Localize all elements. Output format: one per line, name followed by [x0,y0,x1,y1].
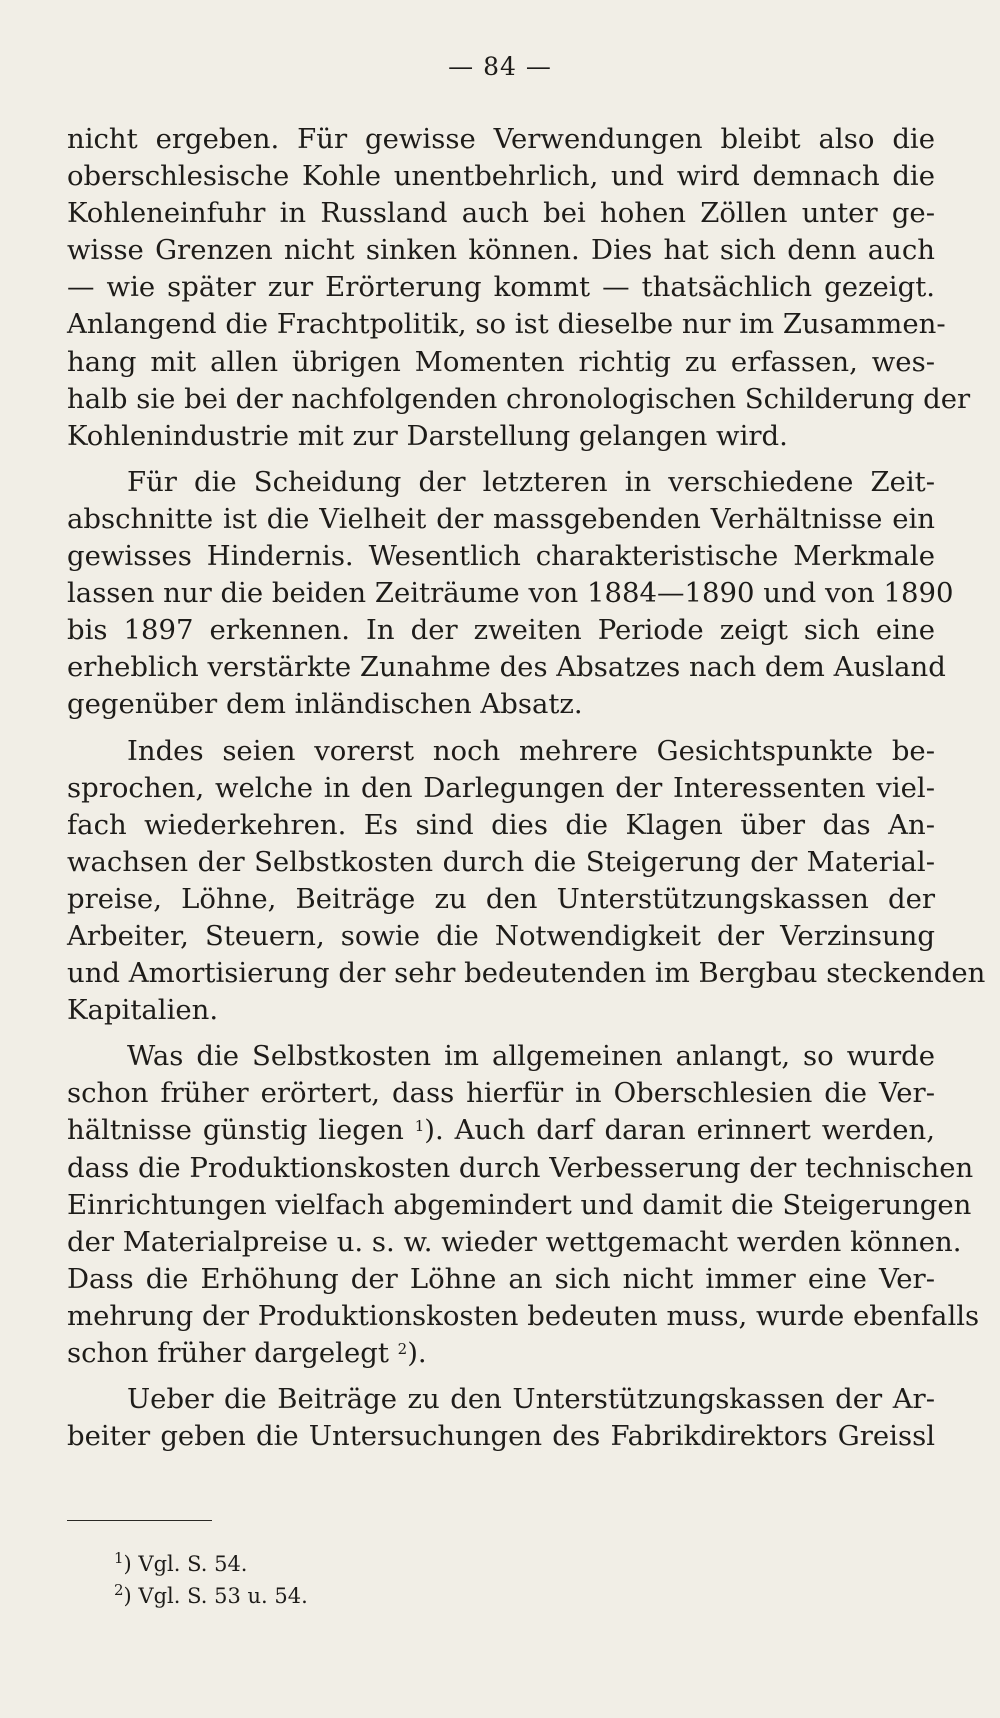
text-fragment: ). [407,1337,427,1369]
text-line: und Amortisierung der sehr bedeutenden im Bergbau steckenden [67,957,986,990]
text-line [67,1335,935,1372]
text-line: Arbeiter, Steuern, sowie die Notwendigkeit der Verzinsung [67,919,935,952]
footnote-reference: 2 [397,1340,408,1358]
text-line: sprochen, welche in den Darlegungen der Interessenten viel- [67,771,935,804]
footnote-mark: 2 [114,1581,124,1599]
text-fragment: hältnisse günstig liegen [67,1114,415,1147]
text-line: — wie später zur Erörterung kommt — thatsächlich gezeigt. [67,271,935,304]
text-line: bis 1897 erkennen. In der zweiten Periode zeigt sich eine [67,614,935,647]
text-line: wisse Grenzen nicht sinken können. Dies hat sich denn auch [67,234,935,267]
text-fragment: ). Auch darf daran erinnert werden, [424,1114,935,1147]
footnote-reference: 1 [414,1117,425,1136]
text-line: Kohleneinfuhr in Russland auch bei hohen Zöllen unter ge- [67,197,935,230]
text-line: erheblich verstärkte Zunahme des Absatzes nach dem Ausland [67,651,946,684]
footnote-text: ) Vgl. S. 53 u. 54. [123,1584,308,1608]
text-line: oberschlesische Kohle unentbehrlich, und wird demnach die [67,160,935,193]
text-line: Indes seien vorerst noch mehrere Gesichtspunkte be- [127,734,935,767]
text-line: fach wiederkehren. Es sind dies die Klagen über das An- [67,808,935,841]
text-line: Ueber die Beiträge zu den Unterstützungskassen der Ar- [127,1383,935,1416]
footnote-divider [67,1520,212,1521]
footnotes [114,1548,308,1612]
text-line: schon früher erörtert, dass hierfür in Oberschlesien die Ver- [67,1077,935,1110]
text-line: Für die Scheidung der letzteren in verschiedene Zeit- [127,465,935,498]
body-text [67,121,986,1464]
paragraph [67,464,954,724]
text-fragment: schon früher dargelegt [67,1337,398,1369]
page-number: — 84 — [448,52,552,81]
text-line: preise, Löhne, Beiträge zu den Unterstützungskassen der [67,882,935,915]
text-line: halb sie bei der nachfolgenden chronologischen Schilderung der [67,382,971,415]
paragraph [67,1038,980,1372]
text-line: lassen nur die beiden Zeiträume von 1884—1890 und von 1890 [67,577,954,610]
text-line: Anlangend die Frachtpolitik, so ist dieselbe nur im Zusammen- [67,308,946,341]
text-line: dass die Produktionskosten durch Verbesserung der technischen [67,1151,974,1184]
paragraph [67,1381,935,1455]
text-line [67,1112,935,1149]
text-line: Einrichtungen vielfach abgemindert und damit die Steigerungen [67,1188,972,1221]
footnote-mark: 1 [114,1549,124,1567]
paragraph [67,733,986,1030]
footnote [114,1548,308,1580]
text-line: mehrung der Produktionskosten bedeuten muss, wurde ebenfalls [67,1299,980,1332]
text-line: wachsen der Selbstkosten durch die Steigerung der Material- [67,845,935,878]
text-line: gegenüber dem inländischen Absatz. [67,688,583,721]
text-line: Dass die Erhöhung der Löhne an sich nicht immer eine Ver- [67,1262,935,1295]
paragraph [67,121,971,455]
text-line: Kohlenindustrie mit zur Darstellung gelangen wird. [67,419,788,452]
text-line: abschnitte ist die Vielheit der massgebenden Verhältnisse ein [67,502,935,535]
text-line: nicht ergeben. Für gewisse Verwendungen bleibt also die [67,123,935,155]
text-line: hang mit allen übrigen Momenten richtig zu erfassen, wes- [67,345,935,378]
text-line: gewisses Hindernis. Wesentlich charakteristische Merkmale [67,540,935,573]
text-line: Kapitalien. [67,994,219,1027]
text-line: der Materialpreise u. s. w. wieder wettgemacht werden können. [67,1225,962,1258]
footnote [114,1580,308,1612]
footnote-text: ) Vgl. S. 54. [123,1552,248,1576]
text-line: Was die Selbstkosten im allgemeinen anlangt, so wurde [127,1040,935,1073]
text-line: beiter geben die Untersuchungen des Fabrikdirektors Greissl [67,1420,935,1453]
